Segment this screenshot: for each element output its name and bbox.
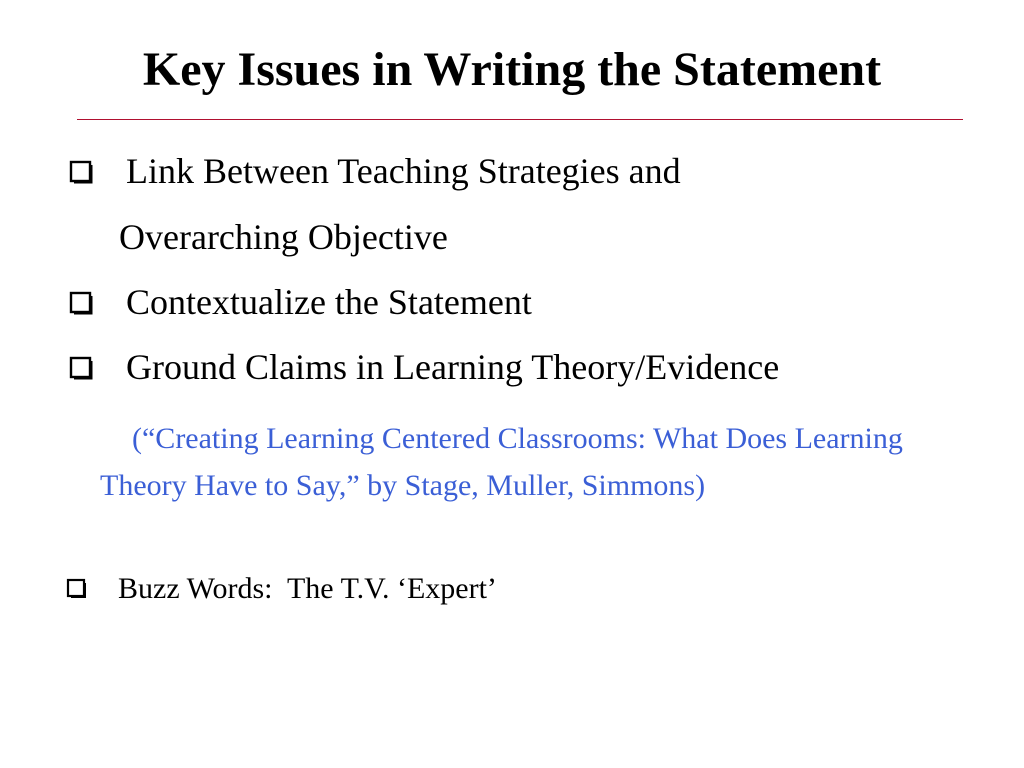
checkbox-square-icon	[64, 286, 114, 314]
bullet-text-1-continued: Overarching Objective	[119, 217, 448, 257]
bullet-text-4: Buzz Words: The T.V. ‘Expert’	[118, 572, 497, 605]
bullet-text-3: Ground Claims in Learning Theory/Evidence	[126, 347, 780, 387]
checkbox-square-icon	[62, 574, 104, 598]
bullet-text-2: Contextualize the Statement	[126, 282, 532, 322]
bullet-text-1: Link Between Teaching Strategies and	[126, 151, 681, 191]
checkbox-square-icon	[64, 351, 114, 379]
citation-text: (“Creating Learning Centered Classrooms: What Does Learning Theory Have to Say,” by Stage, Muller, Simmons)	[100, 422, 903, 502]
bullet-item-4	[62, 570, 497, 608]
title-divider	[77, 119, 963, 120]
bullet-item-2	[64, 280, 532, 324]
slide-title: Key Issues in Writing the Statement	[142, 43, 882, 96]
bullet-item-1	[64, 149, 681, 193]
checkbox-square-icon	[64, 155, 114, 183]
bullet-item-3	[64, 345, 779, 389]
